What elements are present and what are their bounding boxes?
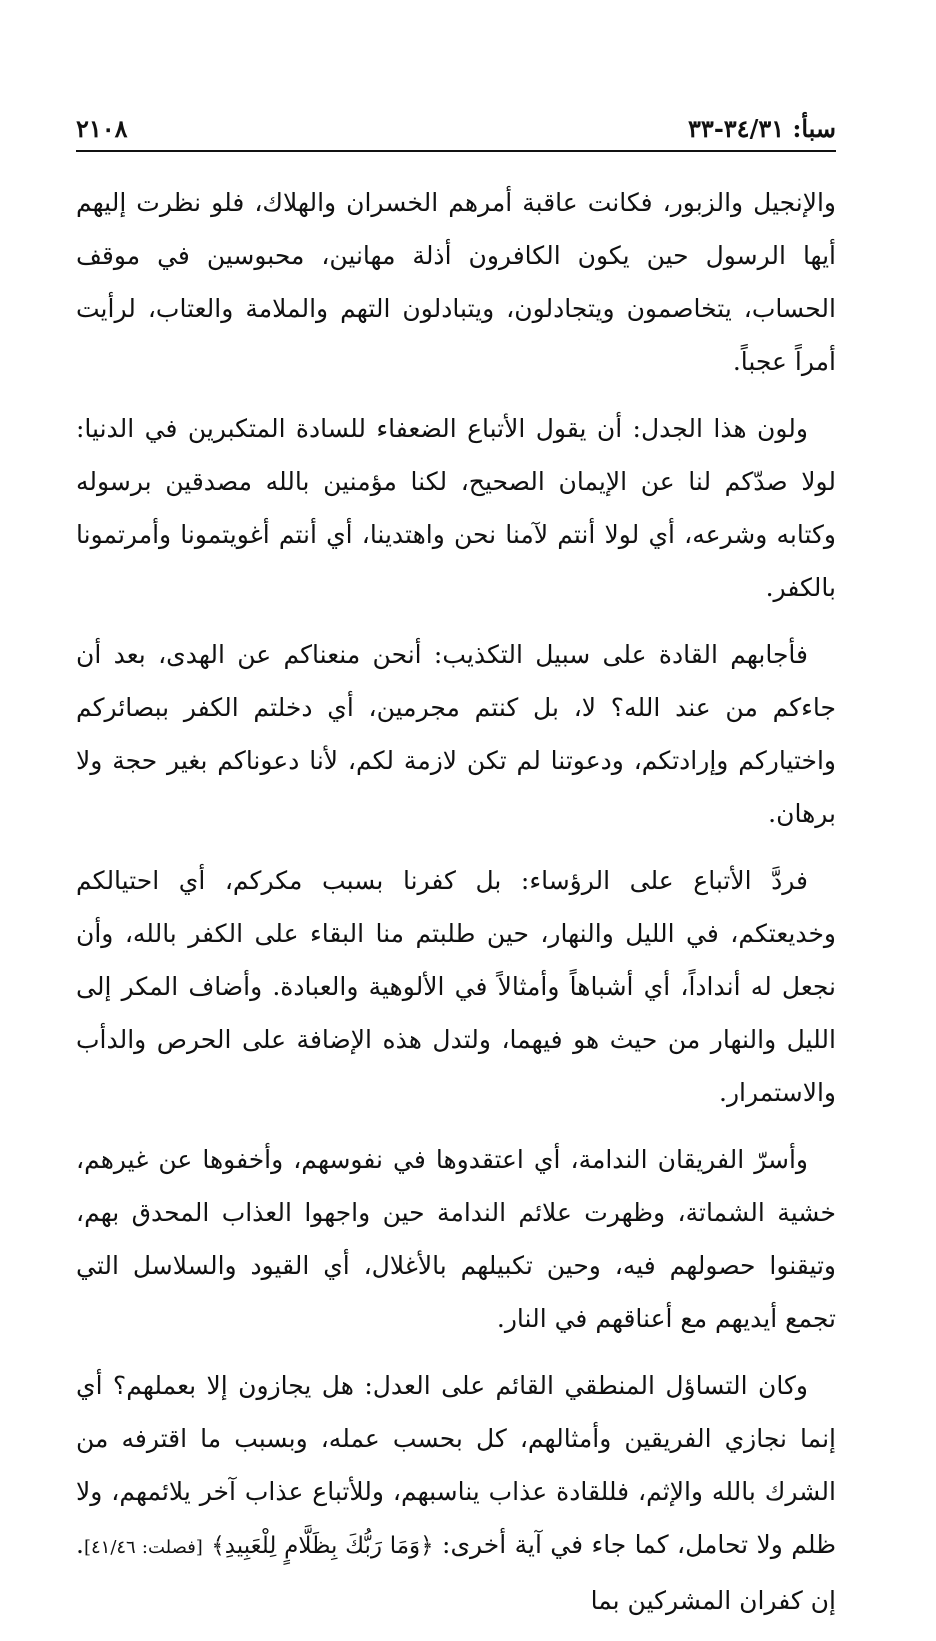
- verse-reference: [فصلت: ٤١/٤٦]: [83, 1537, 203, 1558]
- paragraph-1: والإنجيل والزبور، فكانت عاقبة أمرهم الخسران والهلاك، فلو نظرت إليهم أيها الرسول حين يكون الكافرون أذلة مهانين، محبوسين في موقف الحساب، يتخاصمون ويتجادلون، ويتبادلون التهم والملامة والعتاب، لرأيت أمراً عجباً.: [76, 188, 836, 376]
- paragraph-5: وأسرّ الفريقان الندامة، أي اعتقدوها في نفوسهم، وأخفوها عن غيرهم، خشية الشماتة، وظهرت علائم الندامة حين واجهوا العذاب المحدق بهم، وتيقنوا حصولهم فيه، وحين تكبيلهم بالأغلال، أي القيود والسلاسل التي تجمع أيديهم مع أعناقهم في النار.: [76, 1145, 836, 1333]
- paragraph-6-continuation: . إن كفران المشركين بما: [76, 1530, 836, 1615]
- paragraph-6: [76, 1359, 836, 1627]
- running-title: سبأ: ٣٤/٣١-٣٣: [688, 114, 836, 143]
- paragraph-3: فأجابهم القادة على سبيل التكذيب: أنحن منعناكم عن الهدى، بعد أن جاءكم من عند الله؟ لا، بل كنتم مجرمين، أي دخلتم الكفر ببصائركم واختياركم وإرادتكم، ودعوتنا لم تكن لازمة لكم، لأنا دعوناكم بغير حجة ولا برهان.: [76, 640, 836, 828]
- paragraph-6-text: وكان التساؤل المنطقي القائم على العدل: هل يجازون إلا بعملهم؟ أي إنما نجازي الفريقين وأمثالهم، كل بحسب عمله، وبسبب ما اقترفه من الشرك بالله والإثم، فللقادة عذاب يناسبهم، وللأتباع عذاب آخر يلائمهم، ولا ظلم ولا تحامل، كما جاء في آية أخرى:: [76, 1371, 837, 1559]
- body-text: [76, 176, 836, 1627]
- book-page: [76, 112, 836, 1641]
- quran-verse: ﴿وَمَا رَبُّكَ بِظَلَّامٍ لِلْعَبِيدِ﴾: [211, 1533, 434, 1559]
- page-number: ٢١٠٨: [76, 114, 128, 143]
- paragraph-4: فردَّ الأتباع على الرؤساء: بل كفرنا بسبب مكركم، أي احتيالكم وخديعتكم، في الليل والنهار، حين طلبتم منا البقاء على الكفر بالله، وأن نجعل له أنداداً، أي أشباهاً وأمثالاً في الألوهية والعبادة. وأضاف المكر إلى الليل والنهار من حيث هو فيهما، ولتدل هذه الإضافة على الحرص والدأب والاستمرار.: [76, 866, 836, 1107]
- page-header: [76, 112, 836, 152]
- paragraph-2: ولون هذا الجدل: أن يقول الأتباع الضعفاء للسادة المتكبرين في الدنيا: لولا صدّكم لنا عن الإيمان الصحيح، لكنا مؤمنين بالله مصدقين برسوله وكتابه وشرعه، أي لولا أنتم لآمنا نحن واهتدينا، أي أنتم أغويتمونا وأمرتمونا بالكفر.: [76, 414, 836, 602]
